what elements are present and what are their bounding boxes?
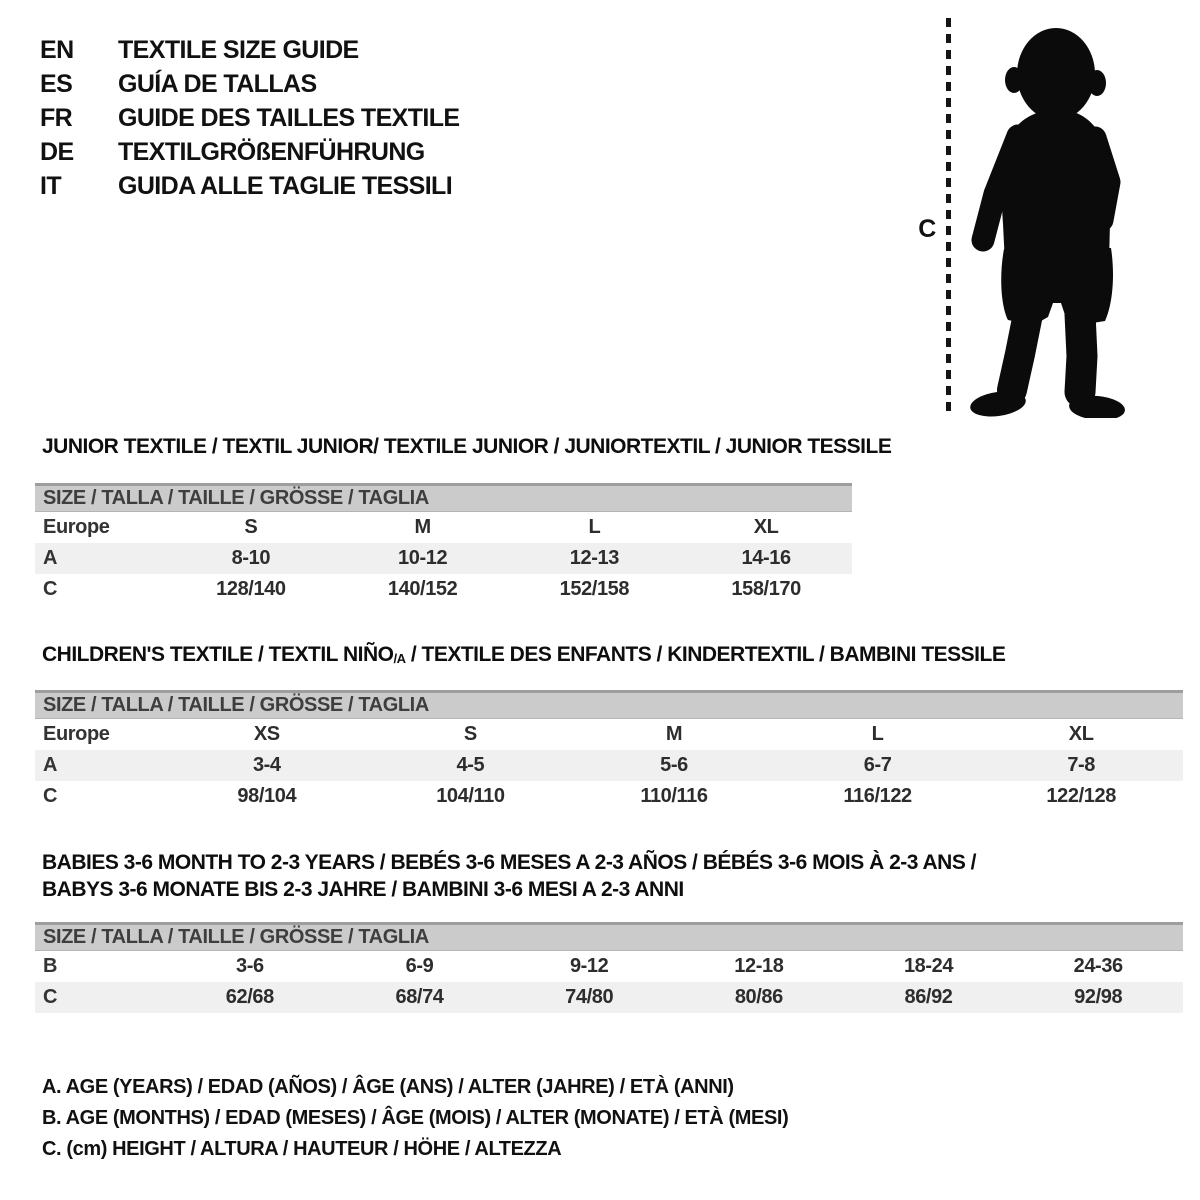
value-cell: 12-13 [569,547,619,569]
value-cell: 12-18 [734,955,784,977]
section-title-children [42,641,1005,672]
measurement-legend [42,1072,788,1165]
value-cell: 9-12 [569,955,609,977]
table-row [35,574,852,605]
section-title-junior: JUNIOR TEXTILE / TEXTIL JUNIOR/ TEXTILE JUNIOR / JUNIORTEXTIL / JUNIOR TESSILE [42,435,892,458]
table-row [35,719,1183,750]
value-cell: 158/170 [731,578,801,600]
table-row [35,750,1183,781]
children-size-table [35,690,1183,812]
lang-title: TEXTILE SIZE GUIDE [118,36,359,64]
title-text: CHILDREN'S TEXTILE / TEXTIL NIÑO [42,643,394,666]
row-label: Europe [43,723,110,745]
row-label: A [43,547,58,569]
value-cell: 14-16 [741,547,791,569]
size-cell: XS [253,723,280,745]
value-cell: 122/128 [1046,785,1116,807]
value-cell: 4-5 [456,754,485,776]
value-cell: 18-24 [903,955,954,977]
size-cell: XL [753,516,779,538]
value-cell: 110/116 [640,785,708,807]
table-row [35,512,852,543]
value-cell: 7-8 [1067,754,1096,776]
size-header-bar: SIZE / TALLA / TAILLE / GRÖSSE / TAGLIA [35,483,852,512]
row-label: A [43,754,58,776]
row-label: Europe [43,516,110,538]
lang-code: EN [40,36,74,64]
value-cell: 104/110 [436,785,505,807]
size-cell: L [588,516,601,538]
title-subscript: /A [393,650,406,666]
table-row [35,543,852,574]
lang-code: ES [40,70,73,98]
value-cell: 128/140 [216,578,286,600]
toddler-silhouette-icon [963,14,1135,418]
value-cell: 80/86 [734,986,783,1008]
section-title-babies [42,849,976,903]
title-line-2: BABYS 3-6 MONATE BIS 2-3 JAHRE / BAMBINI 3-6 MESI A 2-3 ANNI [42,878,684,901]
value-cell: 5-6 [660,754,688,776]
legend-line-c: C. (cm) HEIGHT / ALTURA / HAUTEUR / HÖHE / ALTEZZA [42,1138,562,1160]
height-dashed-line [946,18,951,414]
table-row [35,781,1183,812]
junior-size-table [35,483,852,605]
lang-title: GUIDA ALLE TAGLIE TESSILI [118,172,453,200]
value-cell: 152/158 [559,578,630,600]
title-text: / TEXTILE DES ENFANTS / KINDERTEXTIL / BAMBINI TESSILE [405,643,1006,666]
value-cell: 10-12 [398,547,448,569]
value-cell: 6-7 [863,754,892,776]
value-cell: 74/80 [565,986,614,1008]
babies-size-table [35,922,1183,1013]
table-row [35,951,1183,982]
value-cell: 62/68 [225,986,274,1008]
size-cell: L [871,723,884,745]
size-cell: M [665,723,683,745]
value-cell: 3-6 [235,955,264,977]
table-row [35,982,1183,1013]
size-header-bar: SIZE / TALLA / TAILLE / GRÖSSE / TAGLIA [35,922,1183,951]
size-cell: S [463,723,477,745]
value-cell: 3-4 [252,754,281,776]
value-cell: 6-9 [405,955,434,977]
value-cell: 68/74 [395,986,444,1008]
lang-title: GUÍA DE TALLAS [118,70,317,98]
lang-code: IT [40,172,62,200]
value-cell: 116/122 [843,785,912,807]
value-cell: 98/104 [237,785,297,807]
legend-line-a: A. AGE (YEARS) / EDAD (AÑOS) / ÂGE (ANS) / ALTER (JAHRE) / ETÀ (ANNI) [42,1076,734,1098]
row-label: B [43,955,58,977]
lang-code: FR [40,104,73,132]
row-label: C [43,986,58,1008]
size-header-bar: SIZE / TALLA / TAILLE / GRÖSSE / TAGLIA [35,690,1183,719]
height-measure-label: C [918,215,936,243]
value-cell: 8-10 [231,547,271,569]
value-cell: 86/92 [904,986,953,1008]
lang-title: TEXTILGRÖßENFÜHRUNG [118,138,425,166]
value-cell: 24-36 [1073,955,1123,977]
row-label: C [43,785,58,807]
legend-line-b: B. AGE (MONTHS) / EDAD (MESES) / ÂGE (MOIS) / ALTER (MONATE) / ETÀ (MESI) [42,1107,789,1129]
lang-code: DE [40,138,74,166]
size-cell: M [414,516,431,538]
size-cell: S [244,516,258,538]
row-label: C [43,578,58,600]
value-cell: 140/152 [387,578,458,600]
lang-title: GUIDE DES TAILLES TEXTILE [118,104,460,132]
language-title-list [40,33,460,203]
size-cell: XL [1068,723,1094,745]
value-cell: 92/98 [1074,986,1123,1008]
title-line-1: BABIES 3-6 MONTH TO 2-3 YEARS / BEBÉS 3-6 MESES A 2-3 AÑOS / BÉBÉS 3-6 MOIS À 2-3 ANS / [42,851,977,874]
